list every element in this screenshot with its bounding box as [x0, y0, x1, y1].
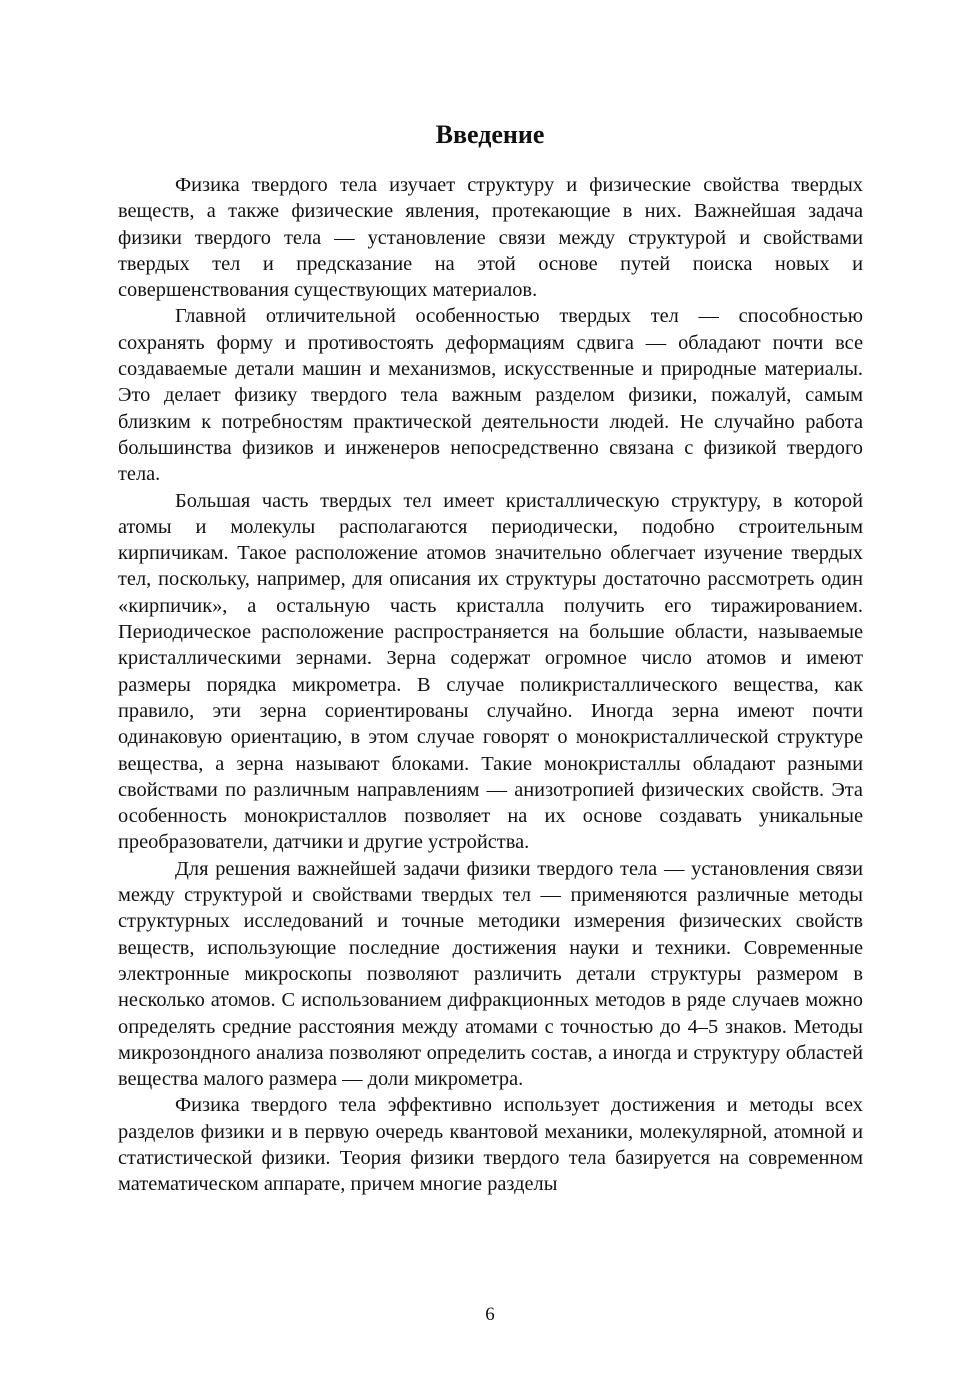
paragraph-3: Большая часть твердых тел имеет кристаллическую структуру, в которой атомы и молекулы располагаются периодически, подобно строительным кирпичикам. Такое расположение атомов значительно облегчает изучение твердых тел, поскольку, например, для описания их структуры достаточно рассмотреть один «кирпичик», а остальную часть кристалла получить его тиражированием. Периодическое расположение распространяется на большие области, называемые кристаллическими зернами. Зерна содержат огромное число атомов и имеют размеры порядка микрометра. В случае поликристаллического вещества, как правило, эти зерна сориентированы случайно. Иногда зерна имеют почти одинаковую ориентацию, в этом случае говорят о монокристаллической структуре вещества, а зерна называют блоками. Такие монокристаллы обладают разными свойствами по различным направлениям — анизотропией физических свойств. Эта особенность монокристаллов позволяет на их основе создавать уникальные преобразователи, датчики и другие устройства. [118, 489, 863, 854]
page-number: 6 [485, 1304, 495, 1325]
body-text [118, 172, 863, 1198]
paragraph-2: Главной отличительной особенностью твердых тел — способностью сохранять форму и противостоять деформациям сдвига — обладают почти все создаваемые детали машин и механизмов, искусственные и природные материалы. Это делает физику твердого тела важным разделом физики, пожалуй, самым близким к потребностям практической деятельности людей. Не случайно работа большинства физиков и инженеров непосредственно связана с физикой твердого тела. [118, 305, 863, 486]
paragraph-5: Физика твердого тела эффективно использует достижения и методы всех разделов физики и в первую очередь квантовой механики, молекулярной, атомной и статистической физики. Теория физики твердого тела базируется на современном математическом аппарате, причем многие разделы [118, 1094, 863, 1196]
paragraph-4: Для решения важнейшей задачи физики твердого тела — установления связи между структурой и свойствами твердых тел — применяются различные методы структурных исследований и точные методики измерения физических свойств веществ, использующие последние достижения науки и техники. Современные электронные микроскопы позволяют различить детали структуры размером в несколько атомов. С использованием дифракционных методов в ряде случаев можно определять средние расстояния между атомами с точностью до 4–5 знаков. Методы микрозондного анализа позволяют определить состав, а иногда и структуру областей вещества малого размера — доли микрометра. [118, 857, 863, 1091]
paragraph-1: Физика твердого тела изучает структуру и физические свойства твердых веществ, а также физические явления, протекающие в них. Важнейшая задача физики твердого тела — установление связи между структурой и свойствами твердых тел и предсказание на этой основе путей поиска новых и совершенствования существующих материалов. [118, 174, 863, 302]
page-title: Введение [435, 120, 545, 149]
